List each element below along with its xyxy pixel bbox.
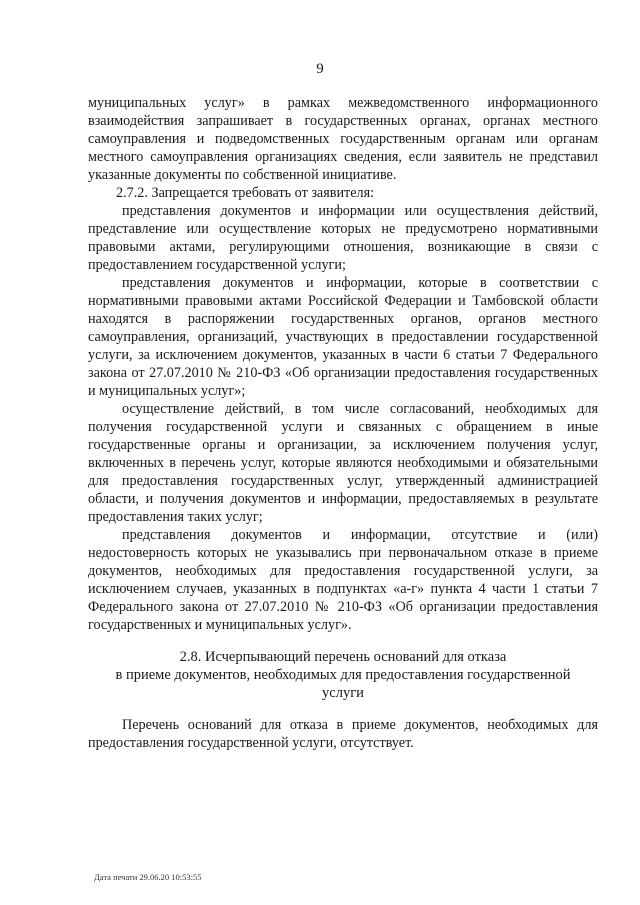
paragraph-prohibition-actions: представления документов и информации или осуществления действий, представление или осуществление которых не предусмотрено нормативными правовыми актами, регулирующими отношения, возникающие в связи с предоставлением государственной услуги; [88,203,598,273]
section-title-line: 2.8. Исчерпывающий перечень оснований для отказа [179,649,507,665]
document-body [88,94,598,634]
section-body-text: Перечень оснований для отказа в приеме документов, необходимых для предоставления государственной услуги, отсутствует. [88,717,598,751]
paragraph-prohibition-heading: 2.7.2. Запрещается требовать от заявителя: [116,185,375,201]
section-title-line: услуги [322,685,364,701]
paragraph-prohibition-approvals: осуществление действий, в том числе согласований, необходимых для получения государственной услуги и связанных с обращением в иные государственные органы и организации, за исключением получения услуг, включенных в перечень услуг, которые являются необходимыми и обязательными для предоставления государственных услуг, утвержденный администрацией области, и получения документов и информации, предоставляемых в результате предоставления таких услуг; [88,401,598,525]
paragraph-prohibition-missing-docs: представления документов и информации, отсутствие и (или) недостоверность которых не указывались при первоначальном отказе в приеме документов, необходимых для предоставления государственной услуги, за исключением случаев, указанных в подпунктах «а-г» пункта 4 части 1 статьи 7 Федерального закона от 27.07.2010 № 210-ФЗ «Об организации предоставления государственных и муниципальных услуг». [88,527,598,633]
page-number: 9 [316,61,324,77]
section-title [88,648,598,702]
paragraph-prohibition-documents: представления документов и информации, которые в соответствии с нормативными правовыми актами Российской Федерации и Тамбовской области находятся в распоряжении государственных органов, органов местного самоуправления, организаций, участвующих в предоставлении государственной услуги, за исключением документов, указанных в части 6 статьи 7 Федерального закона от 27.07.2010 № 210-ФЗ «Об организации предоставления государственных и муниципальных услуг»; [88,275,598,399]
paragraph-interagency-request: муниципальных услуг» в рамках межведомственного информационного взаимодействия запрашивает в государственных органах, органах местного самоуправления и подведомственных государственным органам или органам местного самоуправления организациях сведения, если заявитель не представил указанные документы по собственной инициативе. [88,95,598,183]
section-title-line: в приеме документов, необходимых для предоставления государственной [115,667,571,683]
print-date: Дата печати 29.06.20 10:53:55 [94,872,202,882]
